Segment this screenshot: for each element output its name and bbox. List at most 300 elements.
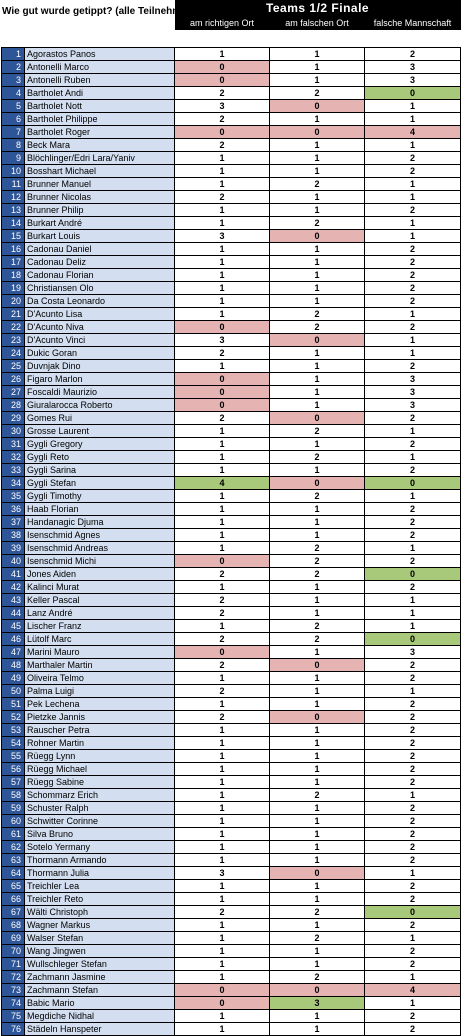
- value-right-place: 1: [175, 737, 270, 750]
- value-right-place: 0: [175, 984, 270, 997]
- value-wrong-team: 2: [365, 919, 461, 932]
- value-wrong-place: 1: [270, 165, 365, 178]
- table-row: [2, 503, 461, 516]
- participant-name: Thormann Armando: [25, 854, 175, 867]
- value-wrong-place: 1: [270, 152, 365, 165]
- table-row: [2, 425, 461, 438]
- value-wrong-team: 2: [365, 815, 461, 828]
- participant-name: Rüegg Sabine: [25, 776, 175, 789]
- value-wrong-team: 1: [365, 620, 461, 633]
- table-row: [2, 282, 461, 295]
- participant-name: Rüegg Michael: [25, 763, 175, 776]
- row-number: 7: [2, 126, 25, 139]
- value-wrong-team: 2: [365, 48, 461, 61]
- row-number: 10: [2, 165, 25, 178]
- participant-name: Cadonau Deliz: [25, 256, 175, 269]
- table-row: [2, 360, 461, 373]
- value-right-place: 3: [175, 867, 270, 880]
- value-right-place: 1: [175, 529, 270, 542]
- participant-name: Oliveira Telmo: [25, 672, 175, 685]
- row-number: 22: [2, 321, 25, 334]
- table-row: [2, 347, 461, 360]
- participant-name: Rüegg Lynn: [25, 750, 175, 763]
- row-number: 26: [2, 373, 25, 386]
- participant-name: Gygli Reto: [25, 451, 175, 464]
- row-number: 4: [2, 87, 25, 100]
- value-right-place: 0: [175, 997, 270, 1010]
- participant-name: Palma Luigi: [25, 685, 175, 698]
- value-wrong-team: 0: [365, 477, 461, 490]
- table-row: [2, 165, 461, 178]
- value-wrong-place: 1: [270, 204, 365, 217]
- participant-name: Rauscher Petra: [25, 724, 175, 737]
- value-wrong-place: 2: [270, 217, 365, 230]
- table-row: [2, 516, 461, 529]
- value-right-place: 1: [175, 1010, 270, 1023]
- col-header-right-place: am richtigen Ort: [175, 16, 270, 30]
- value-right-place: 1: [175, 152, 270, 165]
- value-wrong-place: 0: [270, 659, 365, 672]
- value-wrong-team: 2: [365, 698, 461, 711]
- value-wrong-team: 2: [365, 256, 461, 269]
- value-wrong-place: 0: [270, 867, 365, 880]
- table-row: [2, 477, 461, 490]
- table-row: [2, 61, 461, 74]
- value-right-place: 0: [175, 321, 270, 334]
- row-number: 66: [2, 893, 25, 906]
- value-right-place: 1: [175, 750, 270, 763]
- value-wrong-team: 2: [365, 581, 461, 594]
- value-right-place: 1: [175, 269, 270, 282]
- value-wrong-place: 1: [270, 373, 365, 386]
- row-number: 18: [2, 269, 25, 282]
- value-wrong-place: 3: [270, 997, 365, 1010]
- value-wrong-place: 1: [270, 282, 365, 295]
- value-wrong-team: 2: [365, 893, 461, 906]
- value-right-place: 2: [175, 594, 270, 607]
- row-number: 39: [2, 542, 25, 555]
- value-wrong-team: 2: [365, 711, 461, 724]
- value-wrong-place: 1: [270, 841, 365, 854]
- row-number: 72: [2, 971, 25, 984]
- row-number: 64: [2, 867, 25, 880]
- value-wrong-team: 1: [365, 100, 461, 113]
- table-row: [2, 191, 461, 204]
- value-wrong-team: 1: [365, 191, 461, 204]
- value-right-place: 1: [175, 724, 270, 737]
- participant-name: Brunner Manuel: [25, 178, 175, 191]
- value-wrong-team: 2: [365, 880, 461, 893]
- value-wrong-team: 1: [365, 217, 461, 230]
- participant-name: Brunner Nicolas: [25, 191, 175, 204]
- value-right-place: 1: [175, 165, 270, 178]
- row-number: 52: [2, 711, 25, 724]
- value-wrong-place: 2: [270, 568, 365, 581]
- row-number: 71: [2, 958, 25, 971]
- table-header: Teams 1/2 Finale: [175, 0, 461, 16]
- value-wrong-team: 1: [365, 113, 461, 126]
- table-row: [2, 685, 461, 698]
- value-wrong-team: 3: [365, 386, 461, 399]
- value-right-place: 1: [175, 490, 270, 503]
- value-wrong-team: 2: [365, 438, 461, 451]
- value-wrong-place: 1: [270, 360, 365, 373]
- value-wrong-team: 1: [365, 594, 461, 607]
- row-number: 28: [2, 399, 25, 412]
- value-wrong-team: 1: [365, 932, 461, 945]
- value-wrong-place: 2: [270, 490, 365, 503]
- participant-name: Schommarz Erich: [25, 789, 175, 802]
- participant-name: Burkart Louis: [25, 230, 175, 243]
- value-right-place: 1: [175, 945, 270, 958]
- participant-name: Cadonau Daniel: [25, 243, 175, 256]
- row-number: 61: [2, 828, 25, 841]
- value-right-place: 2: [175, 568, 270, 581]
- table-row: [2, 633, 461, 646]
- value-right-place: 1: [175, 581, 270, 594]
- value-right-place: 2: [175, 191, 270, 204]
- value-right-place: 1: [175, 763, 270, 776]
- value-wrong-place: 0: [270, 711, 365, 724]
- row-number: 70: [2, 945, 25, 958]
- value-right-place: 2: [175, 347, 270, 360]
- row-number: 59: [2, 802, 25, 815]
- participant-name: Marthaler Martin: [25, 659, 175, 672]
- value-wrong-place: 1: [270, 74, 365, 87]
- value-right-place: 2: [175, 412, 270, 425]
- participant-name: Brunner Philip: [25, 204, 175, 217]
- value-wrong-place: 1: [270, 581, 365, 594]
- value-wrong-place: 2: [270, 633, 365, 646]
- value-wrong-team: 2: [365, 958, 461, 971]
- row-number: 6: [2, 113, 25, 126]
- value-wrong-team: 1: [365, 490, 461, 503]
- participant-name: Bosshart Michael: [25, 165, 175, 178]
- row-number: 44: [2, 607, 25, 620]
- participant-name: Pietzke Jannis: [25, 711, 175, 724]
- participant-name: Jones Aiden: [25, 568, 175, 581]
- row-number: 69: [2, 932, 25, 945]
- participant-name: Rohner Martin: [25, 737, 175, 750]
- table-row: [2, 698, 461, 711]
- value-wrong-place: 0: [270, 230, 365, 243]
- value-wrong-place: 2: [270, 971, 365, 984]
- table-row: [2, 672, 461, 685]
- row-number: 29: [2, 412, 25, 425]
- value-wrong-team: 2: [365, 854, 461, 867]
- participant-name: D'Acunto Niva: [25, 321, 175, 334]
- participant-name: Antonelli Marco: [25, 61, 175, 74]
- table-row: [2, 295, 461, 308]
- table-row: [2, 451, 461, 464]
- table-body: [2, 48, 461, 1036]
- value-wrong-place: 1: [270, 256, 365, 269]
- table-row: [2, 711, 461, 724]
- participant-name: Lanz André: [25, 607, 175, 620]
- value-wrong-team: 2: [365, 737, 461, 750]
- value-wrong-place: 2: [270, 620, 365, 633]
- value-wrong-place: 2: [270, 555, 365, 568]
- table-row: [2, 152, 461, 165]
- participant-name: Schwitter Corinne: [25, 815, 175, 828]
- value-right-place: 2: [175, 607, 270, 620]
- value-wrong-place: 0: [270, 412, 365, 425]
- value-right-place: 1: [175, 360, 270, 373]
- participant-name: D'Acunto Lisa: [25, 308, 175, 321]
- participant-name: Burkart André: [25, 217, 175, 230]
- value-wrong-team: 1: [365, 230, 461, 243]
- value-wrong-team: 2: [365, 360, 461, 373]
- value-right-place: 0: [175, 646, 270, 659]
- value-wrong-place: 1: [270, 438, 365, 451]
- row-number: 63: [2, 854, 25, 867]
- value-wrong-place: 1: [270, 958, 365, 971]
- value-wrong-place: 2: [270, 308, 365, 321]
- value-wrong-team: 1: [365, 542, 461, 555]
- value-right-place: 1: [175, 178, 270, 191]
- value-wrong-team: 2: [365, 152, 461, 165]
- value-wrong-place: 1: [270, 61, 365, 74]
- participant-name: Zachmann Stefan: [25, 984, 175, 997]
- value-right-place: 1: [175, 464, 270, 477]
- value-wrong-place: 1: [270, 685, 365, 698]
- value-right-place: 3: [175, 334, 270, 347]
- table-row: [2, 373, 461, 386]
- value-wrong-place: 1: [270, 503, 365, 516]
- table-row: [2, 659, 461, 672]
- table-row: [2, 945, 461, 958]
- table-row: [2, 841, 461, 854]
- value-wrong-place: 2: [270, 87, 365, 100]
- table-row: [2, 126, 461, 139]
- participant-name: Schuster Ralph: [25, 802, 175, 815]
- value-wrong-team: 2: [365, 321, 461, 334]
- value-wrong-team: 1: [365, 607, 461, 620]
- row-number: 75: [2, 1010, 25, 1023]
- value-right-place: 1: [175, 48, 270, 61]
- value-right-place: 1: [175, 841, 270, 854]
- row-number: 54: [2, 737, 25, 750]
- table-row: [2, 763, 461, 776]
- col-header-wrong-place: am falschen Ort: [270, 16, 365, 30]
- table-row: [2, 74, 461, 87]
- page-title: Wie gut wurde getippt? (alle Teilnehmer): [2, 6, 194, 17]
- value-wrong-team: 2: [365, 763, 461, 776]
- value-wrong-team: 2: [365, 724, 461, 737]
- table-row: [2, 555, 461, 568]
- participant-name: Dukic Goran: [25, 347, 175, 360]
- table-row: [2, 464, 461, 477]
- value-right-place: 1: [175, 282, 270, 295]
- participant-name: Duvnjak Dino: [25, 360, 175, 373]
- row-number: 55: [2, 750, 25, 763]
- row-number: 34: [2, 477, 25, 490]
- value-wrong-team: 2: [365, 516, 461, 529]
- participant-name: Gygli Gregory: [25, 438, 175, 451]
- table-row: [2, 438, 461, 451]
- table-row: [2, 542, 461, 555]
- row-number: 41: [2, 568, 25, 581]
- participant-name: Handanagic Djuma: [25, 516, 175, 529]
- value-wrong-place: 1: [270, 802, 365, 815]
- row-number: 17: [2, 256, 25, 269]
- value-wrong-team: 2: [365, 529, 461, 542]
- value-wrong-team: 3: [365, 373, 461, 386]
- value-wrong-place: 1: [270, 516, 365, 529]
- value-wrong-place: 1: [270, 399, 365, 412]
- value-wrong-place: 1: [270, 594, 365, 607]
- value-right-place: 1: [175, 295, 270, 308]
- table-row: [2, 308, 461, 321]
- row-number: 19: [2, 282, 25, 295]
- row-number: 24: [2, 347, 25, 360]
- value-wrong-place: 1: [270, 698, 365, 711]
- row-number: 1: [2, 48, 25, 61]
- value-right-place: 1: [175, 542, 270, 555]
- participant-name: Megdiche Nidhal: [25, 1010, 175, 1023]
- value-wrong-place: 1: [270, 776, 365, 789]
- value-wrong-place: 1: [270, 854, 365, 867]
- participant-name: Isenschmid Michi: [25, 555, 175, 568]
- participant-name: Isenschmid Agnes: [25, 529, 175, 542]
- value-wrong-team: 0: [365, 633, 461, 646]
- value-wrong-place: 1: [270, 646, 365, 659]
- table-row: [2, 100, 461, 113]
- value-right-place: 1: [175, 815, 270, 828]
- value-wrong-team: 2: [365, 672, 461, 685]
- value-right-place: 2: [175, 633, 270, 646]
- value-right-place: 0: [175, 61, 270, 74]
- row-number: 53: [2, 724, 25, 737]
- value-right-place: 1: [175, 776, 270, 789]
- value-right-place: 1: [175, 425, 270, 438]
- row-number: 8: [2, 139, 25, 152]
- value-wrong-team: 4: [365, 984, 461, 997]
- value-wrong-team: 1: [365, 347, 461, 360]
- row-number: 23: [2, 334, 25, 347]
- value-wrong-team: 2: [365, 464, 461, 477]
- participant-name: Grosse Laurent: [25, 425, 175, 438]
- table-row: [2, 854, 461, 867]
- table-row: [2, 87, 461, 100]
- participant-name: Foscaldi Maurizio: [25, 386, 175, 399]
- value-wrong-team: 0: [365, 568, 461, 581]
- row-number: 68: [2, 919, 25, 932]
- value-wrong-place: 1: [270, 828, 365, 841]
- participant-name: Wang Jingwen: [25, 945, 175, 958]
- participant-name: Lischer Franz: [25, 620, 175, 633]
- participant-name: Gygli Timothy: [25, 490, 175, 503]
- row-number: 32: [2, 451, 25, 464]
- value-right-place: 1: [175, 243, 270, 256]
- table-row: [2, 971, 461, 984]
- table-row: [2, 113, 461, 126]
- table-row: [2, 1023, 461, 1036]
- table-row: [2, 828, 461, 841]
- participant-name: Bartholet Roger: [25, 126, 175, 139]
- value-right-place: 1: [175, 503, 270, 516]
- value-right-place: 0: [175, 126, 270, 139]
- table-row: [2, 217, 461, 230]
- table-row: [2, 932, 461, 945]
- value-wrong-place: 1: [270, 269, 365, 282]
- value-right-place: 1: [175, 516, 270, 529]
- value-wrong-team: 2: [365, 802, 461, 815]
- participant-name: Thormann Julia: [25, 867, 175, 880]
- value-wrong-team: 2: [365, 945, 461, 958]
- value-wrong-team: 4: [365, 126, 461, 139]
- row-number: 5: [2, 100, 25, 113]
- row-number: 42: [2, 581, 25, 594]
- value-right-place: 0: [175, 74, 270, 87]
- value-wrong-team: 2: [365, 243, 461, 256]
- row-number: 51: [2, 698, 25, 711]
- value-right-place: 3: [175, 100, 270, 113]
- table-row: [2, 386, 461, 399]
- row-number: 25: [2, 360, 25, 373]
- table-row: [2, 724, 461, 737]
- value-right-place: 2: [175, 711, 270, 724]
- participant-name: Treichler Lea: [25, 880, 175, 893]
- table-row: [2, 399, 461, 412]
- value-right-place: 1: [175, 256, 270, 269]
- row-number: 76: [2, 1023, 25, 1036]
- participant-name: Babic Mario: [25, 997, 175, 1010]
- row-number: 27: [2, 386, 25, 399]
- value-wrong-team: 1: [365, 425, 461, 438]
- value-wrong-place: 1: [270, 880, 365, 893]
- table-row: [2, 568, 461, 581]
- row-number: 35: [2, 490, 25, 503]
- row-number: 49: [2, 672, 25, 685]
- row-number: 11: [2, 178, 25, 191]
- participant-name: Wullschleger Stefan: [25, 958, 175, 971]
- value-wrong-place: 0: [270, 100, 365, 113]
- value-right-place: 1: [175, 308, 270, 321]
- participant-name: Bartholet Philippe: [25, 113, 175, 126]
- row-number: 73: [2, 984, 25, 997]
- value-wrong-team: 2: [365, 750, 461, 763]
- value-right-place: 4: [175, 477, 270, 490]
- table-row: [2, 880, 461, 893]
- value-wrong-team: 2: [365, 269, 461, 282]
- value-right-place: 1: [175, 919, 270, 932]
- value-wrong-place: 2: [270, 321, 365, 334]
- row-number: 43: [2, 594, 25, 607]
- table-row: [2, 802, 461, 815]
- participant-name: Keller Pascal: [25, 594, 175, 607]
- participant-name: Figaro Marlon: [25, 373, 175, 386]
- table-row: [2, 321, 461, 334]
- value-wrong-place: 1: [270, 737, 365, 750]
- table-row: [2, 984, 461, 997]
- value-wrong-team: 3: [365, 61, 461, 74]
- value-wrong-place: 2: [270, 789, 365, 802]
- value-wrong-team: 2: [365, 828, 461, 841]
- value-wrong-place: 1: [270, 191, 365, 204]
- row-number: 20: [2, 295, 25, 308]
- participant-name: Beck Mara: [25, 139, 175, 152]
- participant-name: Antonelli Ruben: [25, 74, 175, 87]
- value-right-place: 2: [175, 87, 270, 100]
- row-number: 74: [2, 997, 25, 1010]
- value-right-place: 1: [175, 932, 270, 945]
- value-right-place: 2: [175, 906, 270, 919]
- value-wrong-place: 2: [270, 932, 365, 945]
- value-wrong-team: 2: [365, 204, 461, 217]
- table-row: [2, 334, 461, 347]
- value-wrong-team: 0: [365, 906, 461, 919]
